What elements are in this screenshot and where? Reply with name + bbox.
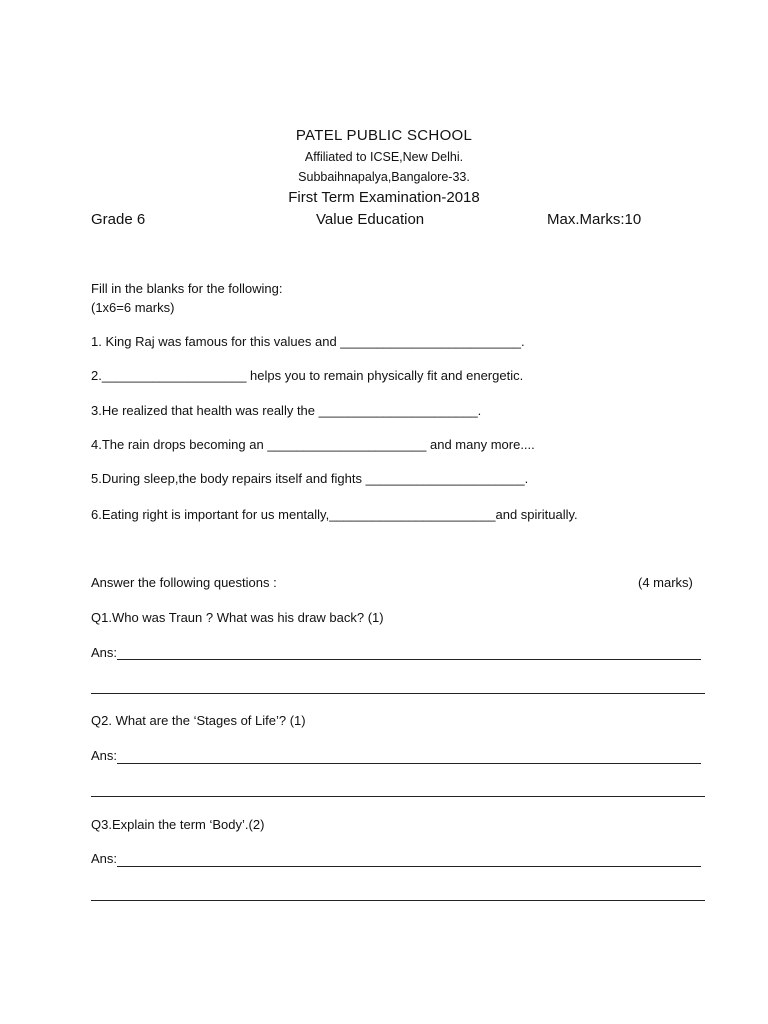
fill-blank-4: 4.The rain drops becoming an ______________________ and many more.... [91, 437, 535, 452]
answer-label-2: Ans: [91, 748, 118, 763]
answer-line-2a [117, 763, 701, 764]
fill-blank-1: 1. King Raj was famous for this values and _________________________. [91, 334, 525, 349]
fill-blank-5: 5.During sleep,the body repairs itself and fights ______________________. [91, 471, 529, 486]
section-a-marks: (1x6=6 marks) [91, 300, 175, 315]
max-marks-label: Max.Marks:10 [547, 211, 642, 228]
school-address: Subbaihnapalya,Bangalore-33. [298, 170, 470, 184]
fill-blank-3: 3.He realized that health was really the ______________________. [91, 403, 482, 418]
school-name: PATEL PUBLIC SCHOOL [295, 127, 473, 144]
subject-label: Value Education [316, 211, 425, 228]
fill-blank-2: 2.____________________ helps you to remain physically fit and energetic. [91, 368, 524, 383]
section-b-marks: (4 marks) [638, 575, 693, 590]
answer-line-3b [91, 900, 705, 901]
question-1: Q1.Who was Traun ? What was his draw back? (1) [91, 610, 384, 625]
exam-title: First Term Examination-2018 [288, 189, 480, 206]
section-a-instruction: Fill in the blanks for the following: [91, 281, 283, 296]
grade-label: Grade 6 [91, 211, 146, 228]
answer-label-1: Ans: [91, 645, 118, 660]
question-2: Q2. What are the ‘Stages of Life’? (1) [91, 713, 306, 728]
answer-line-1b [91, 693, 705, 694]
section-b-instruction: Answer the following questions : [91, 575, 277, 590]
answer-line-1a [117, 659, 701, 660]
answer-line-3a [117, 866, 701, 867]
question-3: Q3.Explain the term ‘Body’.(2) [91, 817, 265, 832]
answer-line-2b [91, 796, 705, 797]
affiliation: Affiliated to ICSE,New Delhi. [304, 150, 464, 164]
fill-blank-6: 6.Eating right is important for us mentally,_______________________and spiritually. [91, 507, 578, 522]
answer-label-3: Ans: [91, 851, 118, 866]
